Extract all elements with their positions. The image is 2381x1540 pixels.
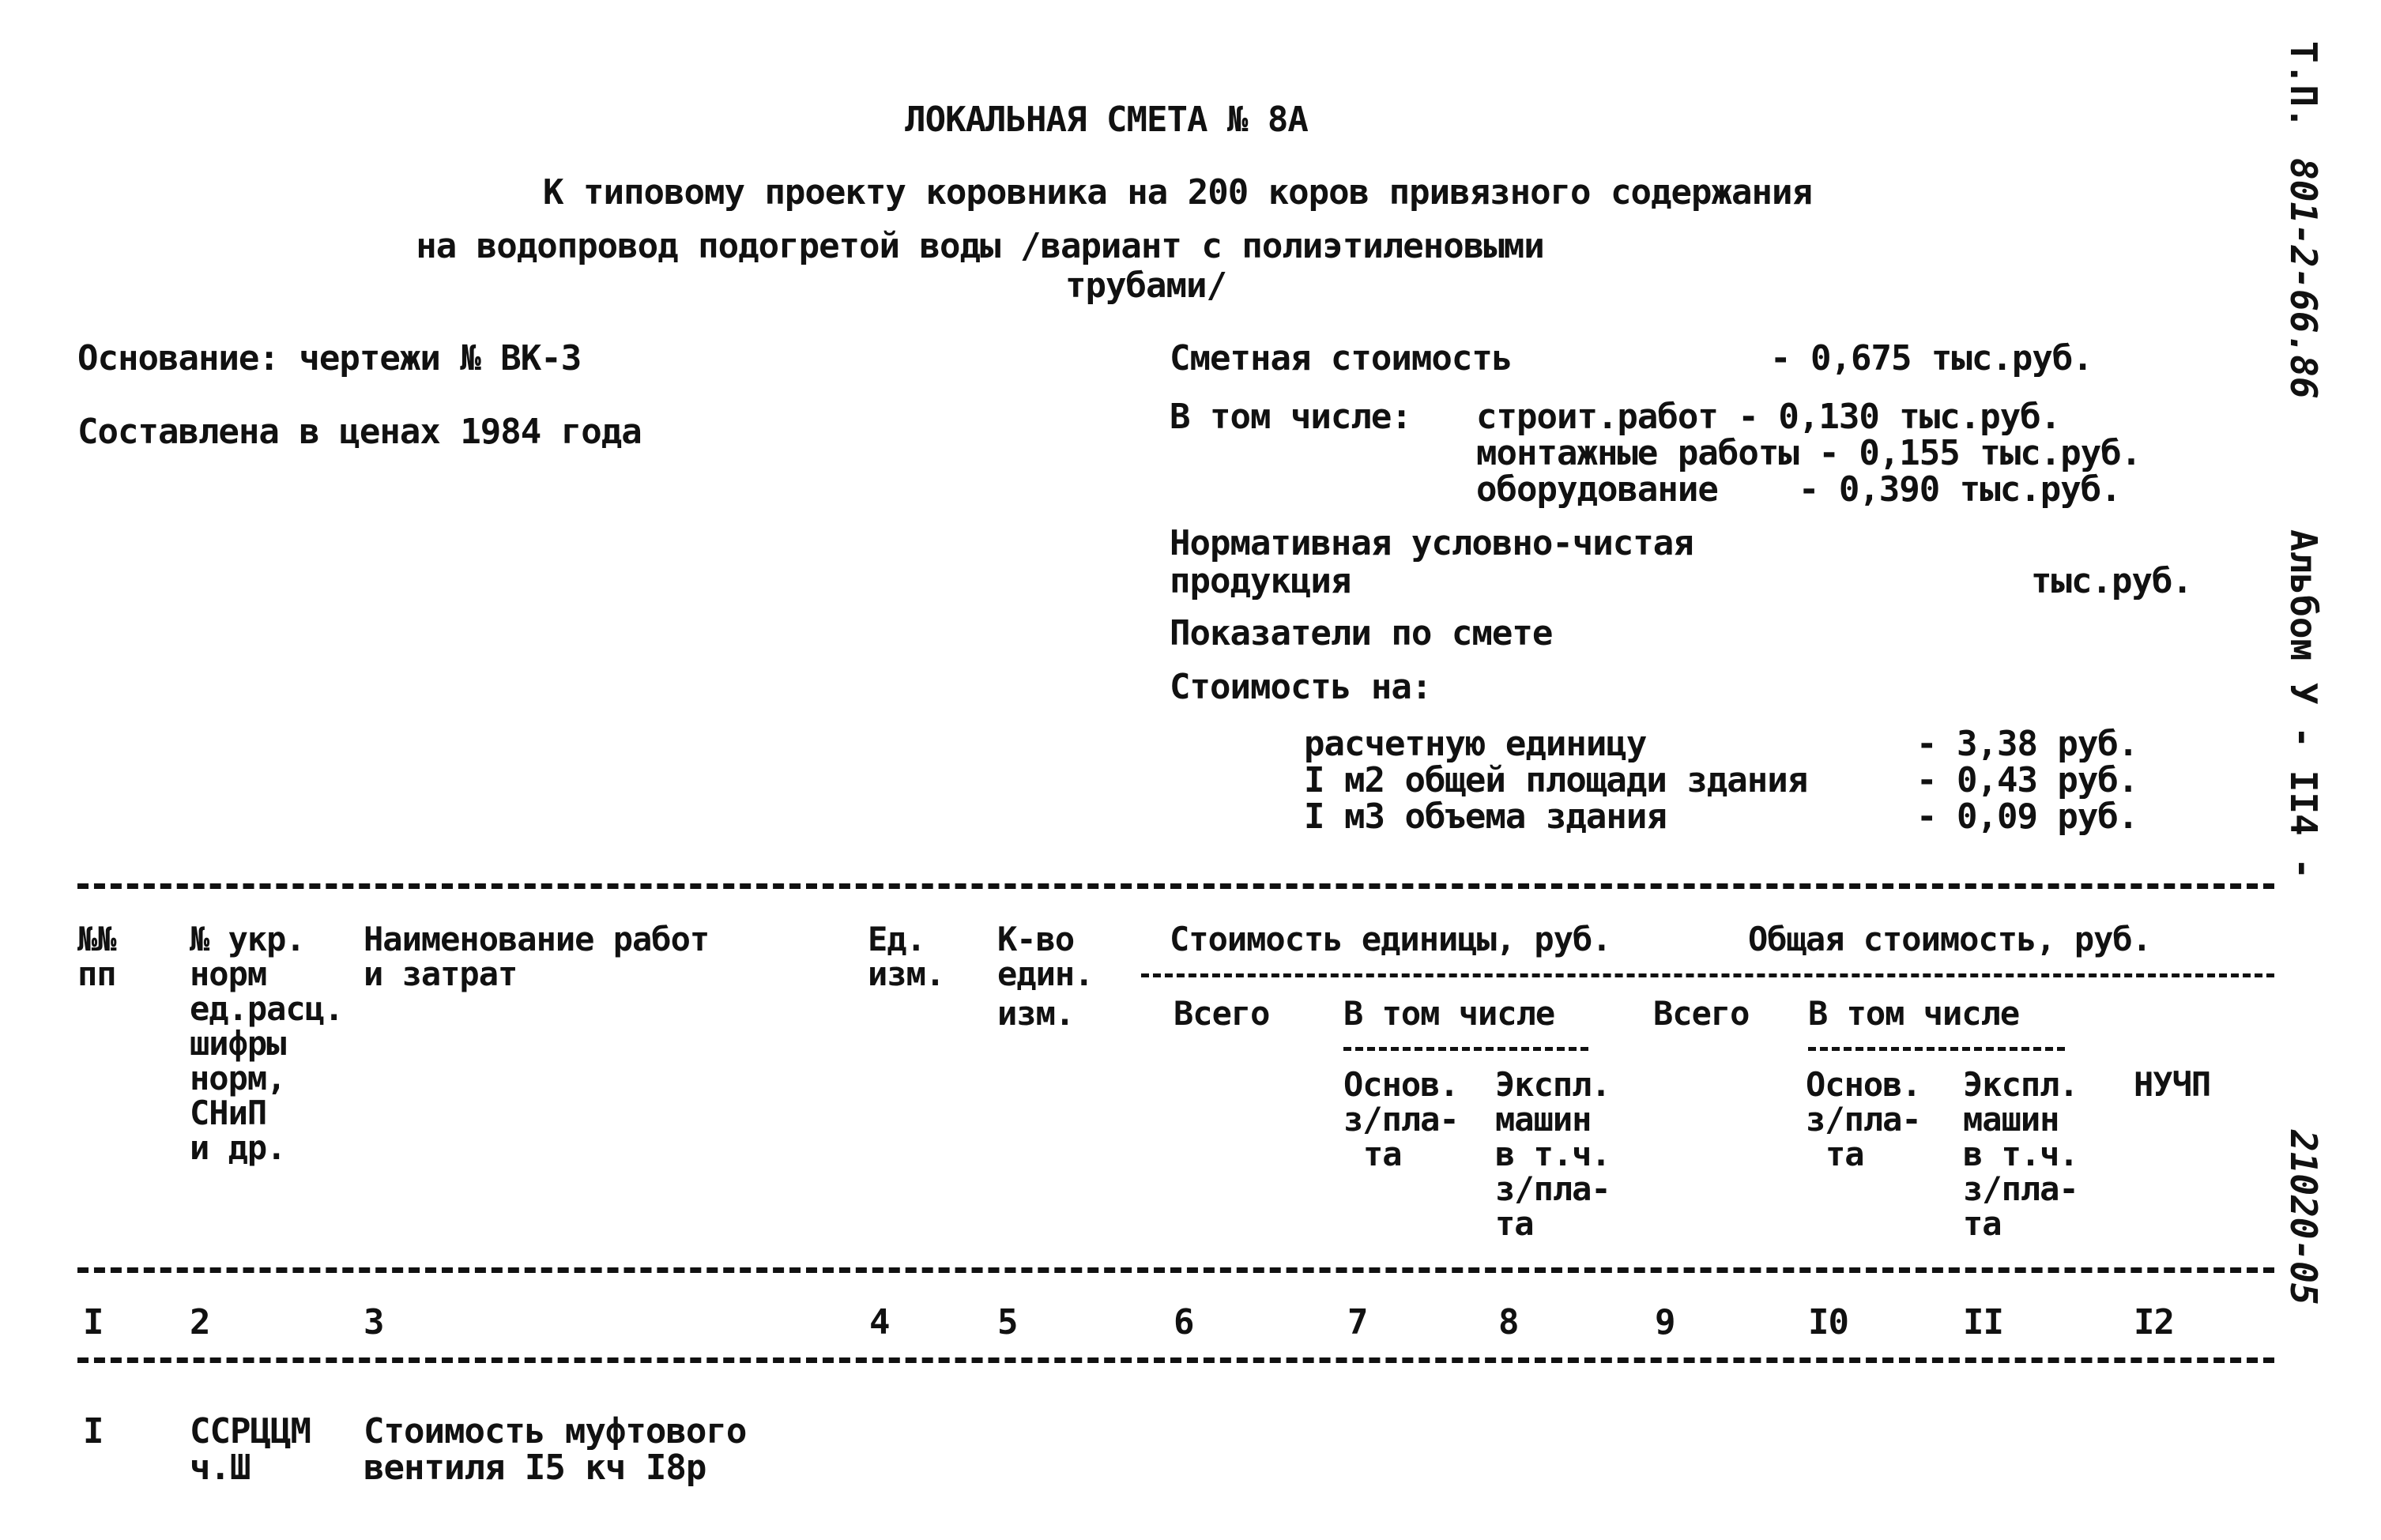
margin-project-number: 801-2-66.86 <box>2282 158 2325 399</box>
col-number: 7 <box>1347 1302 1368 1342</box>
col-code-h3: ед.расц. <box>190 989 344 1028</box>
unit-cost-header: Стоимость единицы, руб. <box>1170 920 1611 958</box>
normative-unit: тыс.руб. <box>2031 561 2192 601</box>
total-wage-h3: та <box>1825 1135 1864 1173</box>
table-top-rule <box>77 883 2274 889</box>
nuchp-header: НУЧП <box>2134 1065 2211 1104</box>
subtitle-line-2: на водопровод подогретой воды /вариант с полиэтиленовыми <box>416 226 1544 266</box>
col-number: I0 <box>1808 1302 1848 1342</box>
total-incl-rule <box>1808 1047 2065 1051</box>
col-unit-h2: изм. <box>868 954 945 993</box>
col-qty-h2: един. <box>997 954 1094 993</box>
unit-cost-value: - 3,38 руб. <box>1916 724 2138 764</box>
table-header-rule <box>77 1267 2274 1273</box>
unit-mach-h5: та <box>1495 1204 1534 1243</box>
total-mach-h2: машин <box>1963 1100 2059 1139</box>
total-mach-h5: та <box>1963 1204 2002 1243</box>
margin-sheet-number: 21020-05 <box>2282 1130 2325 1305</box>
row-code-1: ССРЦЦМ <box>190 1411 311 1452</box>
total-mach-h4: з/пла- <box>1963 1169 2078 1208</box>
unit-mach-h1: Экспл. <box>1495 1065 1611 1104</box>
volume-cost-label: I м3 объема здания <box>1304 796 1667 837</box>
basis: Основание: чертежи № ВК-3 <box>77 338 582 378</box>
page-title: ЛОКАЛЬНАЯ СМЕТА № 8А <box>905 100 1308 140</box>
margin-album: Альбом У - II4 - <box>2282 529 2325 880</box>
col-number: 2 <box>190 1302 210 1342</box>
normative-label-2: продукция <box>1170 561 1351 601</box>
cost-for-label: Стоимость на: <box>1170 667 1432 707</box>
col-number: I <box>83 1302 104 1342</box>
including-label: В том числе: <box>1170 397 1411 437</box>
unit-incl-header: В том числе <box>1343 994 1555 1033</box>
volume-cost-value: - 0,09 руб. <box>1916 796 2138 837</box>
col-num-h2: пп <box>77 954 116 993</box>
estimated-cost-label: Сметная стоимость <box>1170 338 1513 378</box>
total-wage-h2: з/пла- <box>1806 1100 1921 1139</box>
total-wage-h1: Основ. <box>1806 1065 1921 1104</box>
col-number: 3 <box>364 1302 384 1342</box>
total-all-header: Всего <box>1653 994 1750 1033</box>
col-code-h1: № укр. <box>190 920 305 958</box>
unit-mach-h4: з/пла- <box>1495 1169 1611 1208</box>
col-code-h4: шифры <box>190 1024 286 1063</box>
row-name-2: вентиля I5 кч I8р <box>364 1448 706 1488</box>
row-number: I <box>83 1411 104 1452</box>
col-code-h2: норм <box>190 954 267 993</box>
col-qty-h3: изм. <box>997 994 1075 1033</box>
col-number: 9 <box>1655 1302 1675 1342</box>
col-number: I2 <box>2134 1302 2174 1342</box>
construction-cost: строит.работ - 0,130 тыс.руб. <box>1476 397 2061 437</box>
prices-year: Составлена в ценах 1984 года <box>77 412 642 452</box>
subtitle-line-3: трубами/ <box>1065 265 1226 306</box>
estimated-cost-value: - 0,675 тыс.руб. <box>1770 338 2093 378</box>
total-incl-header: В том числе <box>1808 994 2020 1033</box>
col-number: 5 <box>997 1302 1018 1342</box>
margin-tp: Т.П. <box>2282 41 2325 129</box>
table-numbers-rule <box>77 1357 2274 1363</box>
indicators-label: Показатели по смете <box>1170 613 1553 653</box>
normative-label-1: Нормативная условно-чистая <box>1170 523 1693 563</box>
installation-cost: монтажные работы - 0,155 тыс.руб. <box>1476 433 2142 473</box>
unit-mach-h2: машин <box>1495 1100 1592 1139</box>
unit-mach-h3: в т.ч. <box>1495 1135 1611 1173</box>
unit-incl-rule <box>1343 1047 1588 1051</box>
col-number: 4 <box>869 1302 890 1342</box>
unit-wage-h1: Основ. <box>1343 1065 1459 1104</box>
col-number: 8 <box>1498 1302 1519 1342</box>
col-code-h7: и др. <box>190 1128 286 1167</box>
col-name-h1: Наименование работ <box>364 920 710 958</box>
col-number: II <box>1963 1302 2003 1342</box>
unit-wage-h3: та <box>1363 1135 1402 1173</box>
total-mach-h1: Экспл. <box>1963 1065 2078 1104</box>
col-name-h2: и затрат <box>364 954 518 993</box>
table-group-rule <box>1141 973 2274 977</box>
row-name-1: Стоимость муфтового <box>364 1411 747 1452</box>
total-cost-header: Общая стоимость, руб. <box>1748 920 2152 958</box>
col-code-h5: норм, <box>190 1059 286 1098</box>
col-number: 6 <box>1174 1302 1194 1342</box>
total-mach-h3: в т.ч. <box>1963 1135 2078 1173</box>
col-code-h6: СНиП <box>190 1094 267 1132</box>
subtitle-line-1: К типовому проекту коровника на 200 коров привязного содержания <box>543 172 1812 213</box>
area-cost-value: - 0,43 руб. <box>1916 760 2138 800</box>
unit-all-header: Всего <box>1174 994 1270 1033</box>
unit-cost-label: расчетную единицу <box>1304 724 1647 764</box>
col-unit-h1: Ед. <box>868 920 925 958</box>
area-cost-label: I м2 общей площади здания <box>1304 760 1808 800</box>
equipment-cost: оборудование - 0,390 тыс.руб. <box>1476 469 2121 510</box>
col-num-h1: №№ <box>77 920 116 958</box>
col-qty-h1: К-во <box>997 920 1075 958</box>
row-code-2: ч.Ш <box>190 1448 251 1488</box>
unit-wage-h2: з/пла- <box>1343 1100 1459 1139</box>
